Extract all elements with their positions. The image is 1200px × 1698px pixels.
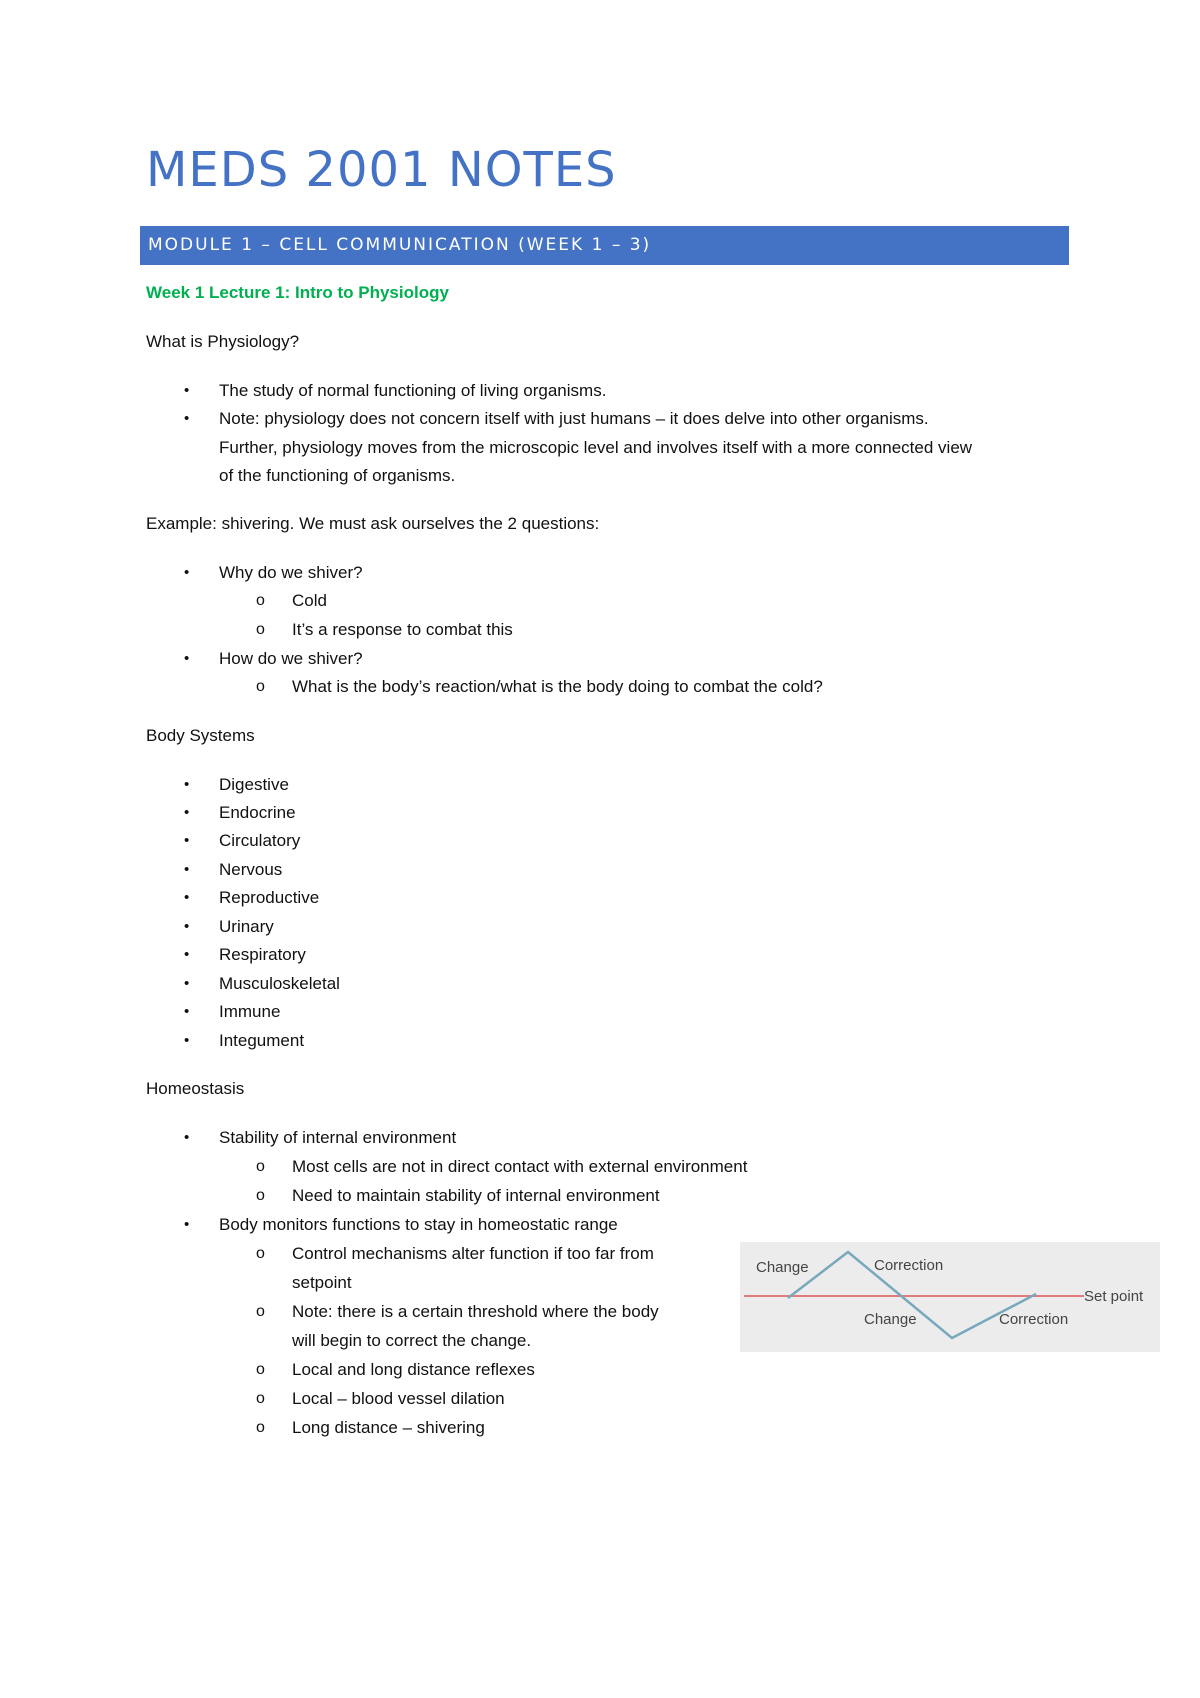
sub-bullet-marker: o	[256, 1390, 265, 1407]
bullet-marker: •	[184, 975, 190, 992]
label-correction-top: Correction	[874, 1257, 944, 1274]
sub-list-item: Long distance – shivering	[292, 1418, 485, 1437]
bullet-marker: •	[184, 650, 190, 667]
bullet-marker: •	[184, 1129, 190, 1146]
list-item: The study of normal functioning of living organisms.	[219, 381, 607, 400]
section-heading-homeostasis: Homeostasis	[146, 1079, 245, 1098]
list-item: Stability of internal environment	[219, 1128, 457, 1147]
label-set-point: Set point	[1084, 1288, 1144, 1305]
body-system-item: Digestive	[219, 775, 289, 794]
sub-bullet-marker: o	[256, 678, 265, 695]
body-system-item: Respiratory	[219, 945, 306, 964]
bullet-marker: •	[184, 889, 190, 906]
label-change-bottom: Change	[864, 1311, 917, 1328]
document-title: MEDS 2001 NOTES	[146, 142, 617, 198]
sub-list-item: Most cells are not in direct contact with external environment	[292, 1157, 748, 1176]
sub-list-item: Cold	[292, 591, 327, 610]
example-intro: Example: shivering. We must ask ourselves the 2 questions:	[146, 514, 600, 533]
bullet-marker: •	[184, 918, 190, 935]
sub-bullet-marker: o	[256, 621, 265, 638]
sub-list-item: What is the body’s reaction/what is the body doing to combat the cold?	[292, 677, 823, 696]
sub-bullet-marker: o	[256, 1187, 265, 1204]
lecture-heading: Week 1 Lecture 1: Intro to Physiology	[146, 283, 449, 302]
body-system-item: Endocrine	[219, 803, 296, 822]
sub-bullet-marker: o	[256, 1245, 265, 1262]
label-correction-bottom: Correction	[999, 1311, 1069, 1328]
bullet-marker: •	[184, 804, 190, 821]
sub-list-item: It’s a response to combat this	[292, 620, 513, 639]
sub-bullet-marker: o	[256, 1361, 265, 1378]
bullet-marker: •	[184, 1216, 190, 1233]
sub-list-item-continuation: setpoint	[292, 1273, 352, 1292]
section-heading-what-is: What is Physiology?	[146, 332, 300, 351]
list-item: Body monitors functions to stay in homeostatic range	[219, 1215, 618, 1234]
list-item: How do we shiver?	[219, 649, 363, 668]
body-system-item: Urinary	[219, 917, 274, 936]
sub-list-item: Note: there is a certain threshold where the body	[292, 1302, 659, 1321]
list-item-continuation: Further, physiology moves from the microscopic level and involves itself with a more connected view	[219, 438, 973, 457]
bullet-marker: •	[184, 861, 190, 878]
sub-bullet-marker: o	[256, 1158, 265, 1175]
list-item-continuation: of the functioning of organisms.	[219, 466, 456, 485]
bullet-marker: •	[184, 946, 190, 963]
homeostasis-diagram-svg	[740, 1242, 1160, 1352]
list-item: Note: physiology does not concern itself with just humans – it does delve into other organisms.	[219, 409, 929, 428]
bullet-marker: •	[184, 410, 190, 427]
bullet-marker: •	[184, 1032, 190, 1049]
body-system-item: Reproductive	[219, 888, 320, 907]
bullet-marker: •	[184, 832, 190, 849]
body-system-item: Circulatory	[219, 831, 301, 850]
sub-bullet-marker: o	[256, 1419, 265, 1436]
bullet-marker: •	[184, 564, 190, 581]
body-system-item: Nervous	[219, 860, 283, 879]
body-system-item: Integument	[219, 1031, 305, 1050]
label-change-top: Change	[756, 1259, 809, 1276]
bullet-marker: •	[184, 776, 190, 793]
sub-list-item: Local – blood vessel dilation	[292, 1389, 505, 1408]
sub-list-item: Local and long distance reflexes	[292, 1360, 535, 1379]
sub-list-item-continuation: will begin to correct the change.	[292, 1331, 532, 1350]
sub-bullet-marker: o	[256, 1303, 265, 1320]
bullet-marker: •	[184, 1003, 190, 1020]
module-heading: MODULE 1 – CELL COMMUNICATION (WEEK 1 – 3)	[140, 226, 1069, 265]
sub-list-item: Control mechanisms alter function if too far from	[292, 1244, 654, 1263]
body-system-item: Musculoskeletal	[219, 974, 340, 993]
list-item: Why do we shiver?	[219, 563, 363, 582]
body-system-item: Immune	[219, 1002, 281, 1021]
sub-list-item: Need to maintain stability of internal environment	[292, 1186, 660, 1205]
section-heading-body-systems: Body Systems	[146, 726, 255, 745]
homeostasis-diagram	[740, 1242, 1160, 1352]
bullet-marker: •	[184, 382, 190, 399]
sub-bullet-marker: o	[256, 592, 265, 609]
